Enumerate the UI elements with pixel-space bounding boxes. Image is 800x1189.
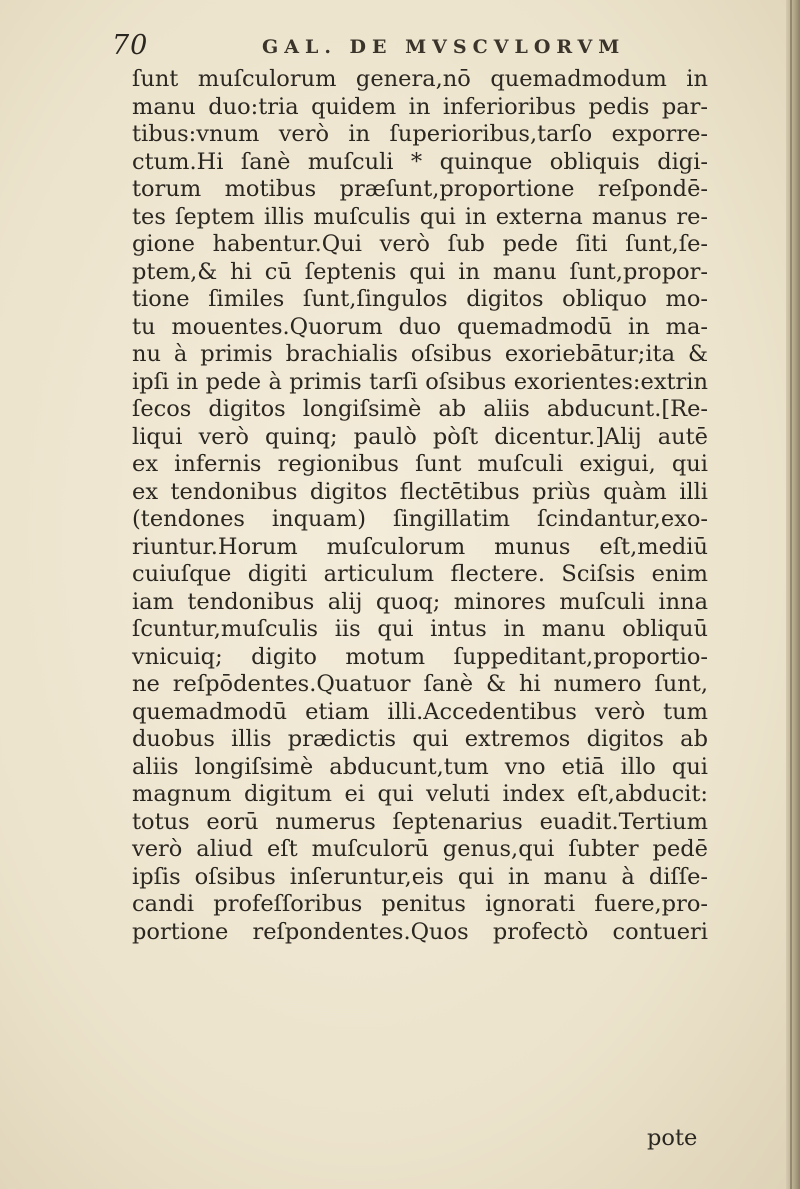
text-line: iam tendonibus alij quoq; minores muſculi inna xyxy=(132,588,708,615)
running-head: GAL. DE MVSCVLORVM xyxy=(262,36,626,58)
text-line: portione reſpondentes.Quos profectò contueri xyxy=(132,918,708,945)
text-line: ſecos digitos longiſsimè ab aliis abducunt.[Re- xyxy=(132,396,708,422)
text-line: candi profeſſoribus penitus ignorati fuere,pro- xyxy=(132,891,708,917)
text-line: tione ſimiles ſunt,ſingulos digitos obliquo mo- xyxy=(132,286,708,312)
page-number: 70 xyxy=(112,30,149,61)
catchword: pote xyxy=(647,1125,698,1151)
text-line: ex tendonibus digitos flectētibus priùs quàm illi xyxy=(132,478,708,505)
text-line: ne reſpōdentes.Quatuor ſanè & hi numero ſunt, xyxy=(132,671,708,697)
text-line: tibus:vnum verò in ſuperioribus,tarſo exporre- xyxy=(132,121,708,147)
text-line: riuntur.Horum muſculorum munus eſt,mediū xyxy=(132,533,708,560)
text-line: vnicuiq; digito motum ſuppeditant,proportio- xyxy=(132,643,708,670)
text-line: totus eorū numerus ſeptenarius euadit.Tertium xyxy=(132,808,708,835)
text-line: ctum.Hi ſanè muſculi * quinque obliquis digi- xyxy=(132,148,708,175)
text-line: aliis longiſsimè abducunt,tum vno etiā illo qui xyxy=(132,753,708,780)
body-text xyxy=(132,66,708,946)
text-line: verò aliud eſt muſculorū genus,qui ſubter pedē xyxy=(132,836,708,862)
text-line: ipſi in pede à primis tarſi oſsibus exorientes:extrin xyxy=(132,368,708,395)
text-line: ſcuntur,muſculis iis qui intus in manu obliquū xyxy=(132,616,708,642)
text-line: gione habentur.Qui verò ſub pede ſiti ſunt,ſe- xyxy=(132,231,708,257)
text-line: ptem,& hi cū ſeptenis qui in manu ſunt,propor- xyxy=(132,258,708,285)
text-line: nu à primis brachialis oſsibus exoriebātur;ita & xyxy=(132,341,708,367)
text-line: liqui verò quinq; paulò pòſt dicentur.]Alij autē xyxy=(132,423,708,450)
text-line: duobus illis prædictis qui extremos digitos ab xyxy=(132,726,708,752)
text-line: manu duo:tria quidem in inferioribus pedis par- xyxy=(132,93,708,120)
book-gutter xyxy=(786,0,800,1189)
text-line: torum motibus præſunt,proportione reſpondē- xyxy=(132,176,708,202)
text-line: ipſis oſsibus inſeruntur,eis qui in manu à diſſe- xyxy=(132,863,708,890)
gutter-shadow xyxy=(790,0,792,1189)
text-line: ſunt muſculorum genera,nō quemadmodum in xyxy=(132,66,708,92)
text-line: quemadmodū etiam illi.Accedentibus verò tum xyxy=(132,698,708,725)
page-header xyxy=(112,30,632,64)
text-line: magnum digitum ei qui veluti index eſt,abducit: xyxy=(132,781,708,807)
text-line: tes ſeptem illis muſculis qui in externa manus re- xyxy=(132,203,708,230)
text-line: (tendones inquam) ſingillatim ſcindantur,exo- xyxy=(132,506,708,532)
text-line: cuiuſque digiti articulum flectere. Sciſsis enim xyxy=(132,561,708,587)
text-line: ex infernis regionibus ſunt muſculi exigui, qui xyxy=(132,451,708,477)
text-line: tu mouentes.Quorum duo quemadmodū in ma- xyxy=(132,313,708,340)
